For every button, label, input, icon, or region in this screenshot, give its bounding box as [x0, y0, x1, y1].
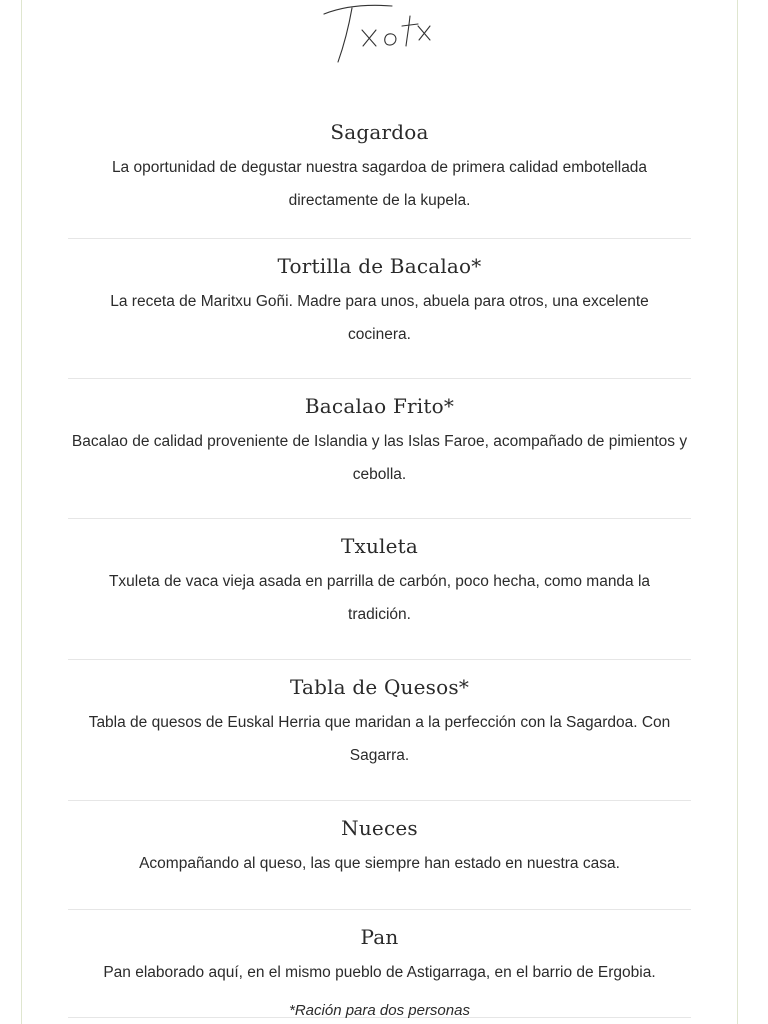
- menu-item: [68, 525, 691, 660]
- item-description: Pan elaborado aquí, en el mismo pueblo de Astigarraga, en el barrio de Ergobia.: [103, 964, 656, 981]
- menu-item: [68, 111, 691, 239]
- item-title: Bacalao Frito*: [304, 394, 455, 418]
- item-description: Bacalao de calidad proveniente de Islandia y las Islas Faroe, acompañado de pimientos y cebolla.: [71, 433, 688, 483]
- item-description: La oportunidad de degustar nuestra sagardoa de primera calidad embotellada directamente de la kupela.: [111, 159, 648, 209]
- item-title: Pan: [360, 925, 399, 949]
- item-description: La receta de Maritxu Goñi. Madre para unos, abuela para otros, una excelente cocinera.: [110, 293, 649, 343]
- item-title: Txuleta: [340, 534, 419, 558]
- menu-item: [68, 385, 691, 519]
- menu-item: [68, 666, 691, 801]
- menu-item: [68, 807, 691, 910]
- item-title: Sagardoa: [330, 120, 429, 144]
- footnote: *Ración para dos personas: [289, 1002, 470, 1019]
- menu-list: [68, 111, 691, 1018]
- item-title: Nueces: [341, 816, 418, 840]
- txotx-logo: [314, 0, 438, 70]
- item-title: Tortilla de Bacalao*: [277, 254, 482, 278]
- item-title: Tabla de Quesos*: [289, 675, 470, 699]
- item-description: Txuleta de vaca vieja asada en parrilla de carbón, poco hecha, como manda la tradición.: [108, 573, 651, 623]
- item-description: Tabla de quesos de Euskal Herria que maridan a la perfección con la Sagardoa. Con Sagarra.: [88, 714, 671, 764]
- frame-line-right: [737, 0, 738, 1024]
- frame-line-left: [21, 0, 22, 1024]
- item-description: Acompañando al queso, las que siempre han estado en nuestra casa.: [139, 855, 620, 872]
- menu-item: [68, 245, 691, 379]
